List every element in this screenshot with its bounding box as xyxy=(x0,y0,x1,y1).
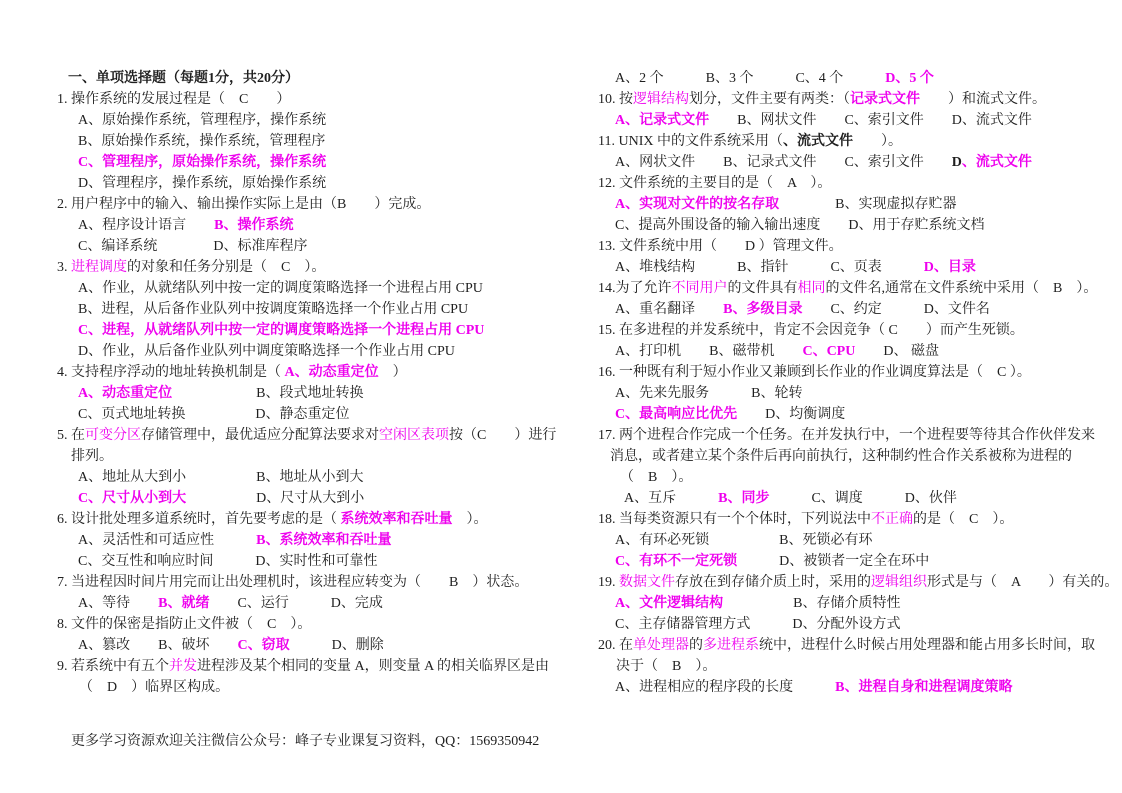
text-run: 11. UNIX 中的文件系统采用（ xyxy=(598,134,783,149)
text-run: C、调度 D、伙伴 xyxy=(769,491,957,506)
text-run: A、互斥 xyxy=(624,491,719,506)
text-run: C、提高外围设备的输入输出速度 D、用于存贮系统文档 xyxy=(615,218,985,233)
text-run: D、删除 xyxy=(289,638,384,653)
text-run: 的 xyxy=(689,638,703,653)
option-line xyxy=(598,551,1122,572)
highlighted-answer: A、实现对文件的按名存取 xyxy=(615,197,780,212)
text-run: A、堆栈结构 B、指针 C、页表 xyxy=(615,260,924,275)
highlighted-answer: 系统效率和吞吐量 xyxy=(340,512,453,527)
text-run: C、运行 D、完成 xyxy=(209,596,383,611)
option-line xyxy=(57,236,597,257)
option-line xyxy=(57,467,597,488)
highlighted-answer: A、文件逻辑结构 xyxy=(615,596,724,611)
option-line xyxy=(598,656,1122,677)
text-run: A、网状文件 B、记录式文件 C、索引文件 xyxy=(615,155,952,170)
highlighted-answer: C、尺寸从小到大 xyxy=(78,491,187,506)
highlighted-answer: A、动态重定位 xyxy=(78,386,173,401)
text-run: 5. 在 xyxy=(57,428,85,443)
left-column xyxy=(57,68,597,698)
highlighted-term: 空闲区表项 xyxy=(379,428,449,443)
text-run: ） xyxy=(378,365,407,380)
question-line xyxy=(57,194,597,215)
text-run: 划分，文件主要有两类：（ xyxy=(689,92,850,107)
text-run: A、作业，从就绪队列中按一定的调度策略选择一个进程占用 CPU xyxy=(78,281,483,296)
option-line xyxy=(598,467,1122,488)
text-run: B、进程，从后备作业队列中按调度策略选择一个作业占用 CPU xyxy=(78,302,469,317)
text-run: 的文件具有 xyxy=(727,281,798,296)
option-line xyxy=(57,446,597,467)
text-run: D、管理程序，操作系统，原始操作系统 xyxy=(78,176,327,191)
option-line xyxy=(598,614,1122,635)
option-line xyxy=(57,551,597,572)
highlighted-answer: C、CPU xyxy=(802,344,856,359)
question-line xyxy=(598,236,1122,257)
text-run: D、被锁者一定全在环中 xyxy=(737,554,930,569)
question-line xyxy=(598,635,1122,656)
option-line xyxy=(57,215,597,236)
option-line xyxy=(598,341,1122,362)
text-run: （ B ）。 xyxy=(620,470,693,485)
option-line xyxy=(598,383,1122,404)
option-line xyxy=(598,68,1122,89)
text-run: ）。 xyxy=(852,134,902,149)
option-line xyxy=(598,488,1122,509)
text-run: A、重名翻译 xyxy=(615,302,724,317)
option-line xyxy=(57,152,597,173)
option-line xyxy=(57,341,597,362)
option-line xyxy=(598,404,1122,425)
text-run: A、进程相应的程序段的长度 xyxy=(615,680,836,695)
right-column xyxy=(598,68,1122,698)
text-run: A、地址从大到小 B、地址从小到大 xyxy=(78,470,364,485)
bold-text: D xyxy=(951,155,962,170)
question-line xyxy=(598,278,1122,299)
text-run: 14.为了允许 xyxy=(598,281,672,296)
text-run: 19. xyxy=(598,575,619,590)
question-line xyxy=(57,425,597,446)
option-line xyxy=(57,131,597,152)
text-run: 3. xyxy=(57,260,71,275)
footer-note xyxy=(57,710,540,749)
text-run: B、原始操作系统，操作系统，管理程序 xyxy=(78,134,326,149)
highlighted-answer: B、系统效率和吞吐量 xyxy=(256,533,392,548)
highlighted-term: 逻辑结构 xyxy=(633,92,689,107)
text-run: 统中，进程什么时候占用处理器和能占用多长时间，取 xyxy=(759,638,1095,653)
question-line xyxy=(57,572,597,593)
option-line xyxy=(57,320,597,341)
highlighted-term: 多进程系 xyxy=(703,638,759,653)
text-run: B、存储介质特性 xyxy=(723,596,901,611)
text-run: A、等待 xyxy=(78,596,159,611)
question-line xyxy=(57,656,597,677)
text-run: 进程涉及某个相同的变量 A，则变量 A 的相关临界区是由 xyxy=(197,659,549,674)
text-run: A、有环必死锁 B、死锁必有环 xyxy=(615,533,873,548)
text-run: A、2 个 B、3 个 C、4 个 xyxy=(615,71,886,86)
text-run: 排列。 xyxy=(71,449,113,464)
text-run: 7. 当进程因时间片用完而让出处理机时，该进程应转变为（ B ）状态。 xyxy=(57,575,529,590)
highlighted-term: 不同用户 xyxy=(671,281,728,296)
text-run: 决于（ B ）。 xyxy=(616,659,717,674)
highlighted-answer: B、多级目录 xyxy=(723,302,803,317)
text-run: 1. 操作系统的发展过程是（ C ） xyxy=(57,92,291,107)
highlighted-answer: B、就绪 xyxy=(158,596,210,611)
bold-text: 、流式文件 xyxy=(782,134,853,149)
text-run: C、约定 D、文件名 xyxy=(802,302,990,317)
highlighted-term: 进程调度 xyxy=(71,260,127,275)
highlighted-answer: C、管理程序，原始操作系统，操作系统 xyxy=(78,155,327,170)
text-run: D、均衡调度 xyxy=(737,407,846,422)
question-line xyxy=(57,68,597,89)
question-line xyxy=(598,173,1122,194)
option-line xyxy=(598,257,1122,278)
text-run: 9. 若系统中有五个 xyxy=(57,659,169,674)
highlighted-answer: B、同步 xyxy=(718,491,770,506)
option-line xyxy=(57,677,597,698)
highlighted-answer: C、最高响应比优先 xyxy=(615,407,738,422)
highlighted-answer: B、操作系统 xyxy=(214,218,294,233)
text-run: A、篡改 B、破坏 xyxy=(78,638,238,653)
highlighted-answer: D、5 个 xyxy=(885,71,934,86)
question-line xyxy=(57,89,597,110)
text-run: 存储管理中，最优适应分配算法要求对 xyxy=(141,428,379,443)
highlighted-answer: 、流式文件 xyxy=(961,155,1032,170)
option-line xyxy=(598,299,1122,320)
text-run: B、段式地址转换 xyxy=(172,386,364,401)
highlighted-answer: B、进程自身和进程调度策略 xyxy=(835,680,1013,695)
highlighted-term: 数据文件 xyxy=(619,575,675,590)
option-line xyxy=(598,110,1122,131)
text-run: B、网状文件 C、索引文件 D、流式文件 xyxy=(709,113,1032,128)
text-run: 4. 支持程序浮动的地址转换机制是（ xyxy=(57,365,285,380)
question-line xyxy=(598,362,1122,383)
option-line xyxy=(598,194,1122,215)
question-line xyxy=(598,425,1122,446)
option-line xyxy=(57,173,597,194)
text-run: A、原始操作系统，管理程序，操作系统 xyxy=(78,113,327,128)
option-line xyxy=(598,446,1122,467)
text-run: 8. 文件的保密是指防止文件被（ C ）。 xyxy=(57,617,312,632)
option-line xyxy=(57,593,597,614)
highlighted-term: 并发 xyxy=(169,659,197,674)
text-run: 按（C ）进行 xyxy=(449,428,557,443)
highlighted-term: 不正确 xyxy=(871,512,913,527)
text-run: A、灵活性和可适应性 xyxy=(78,533,257,548)
text-run: 17. 两个进程合作完成一个任务。在并发执行中，一个进程要等待其合作伙伴发来 xyxy=(598,428,1095,443)
question-line xyxy=(598,131,1122,152)
option-line xyxy=(598,677,1122,698)
highlighted-term: 相同 xyxy=(797,281,826,296)
option-line xyxy=(598,152,1122,173)
highlighted-answer: C、窃取 xyxy=(237,638,290,653)
text-run: C、交互性和响应时间 D、实时性和可靠性 xyxy=(78,554,378,569)
option-line xyxy=(598,530,1122,551)
text-run: （ D ）临界区构成。 xyxy=(79,680,230,695)
bold-text: 一、单项选择题（每题1分，共20分） xyxy=(68,71,299,86)
option-line xyxy=(57,278,597,299)
text-run: 20. 在 xyxy=(598,638,633,653)
text-run: 消息，或者建立某个条件后再向前执行，这种制约性合作关系被称为进程的 xyxy=(610,449,1072,464)
text-run: 的是（ C ）。 xyxy=(913,512,1014,527)
question-line xyxy=(57,509,597,530)
text-run: 10. 按 xyxy=(598,92,633,107)
option-line xyxy=(598,215,1122,236)
text-run: D、作业，从后备作业队列中调度策略选择一个作业占用 CPU xyxy=(78,344,455,359)
question-line xyxy=(57,362,597,383)
text-run: 12. 文件系统的主要目的是（ A ）。 xyxy=(598,176,832,191)
highlighted-answer: D、目录 xyxy=(923,260,976,275)
text-run: 15. 在多进程的并发系统中，肯定不会因竞争（ C ）而产生死锁。 xyxy=(598,323,1024,338)
text-run: ）和流式文件。 xyxy=(920,92,1046,107)
option-line xyxy=(57,299,597,320)
text-run: ）。 xyxy=(452,512,488,527)
text-run: C、编译系统 D、标准库程序 xyxy=(78,239,308,254)
question-line xyxy=(598,320,1122,341)
highlighted-answer: C、进程，从就绪队列中按一定的调度策略选择一个进程占用 CPU xyxy=(78,323,485,338)
question-line xyxy=(57,614,597,635)
highlighted-answer: A、动态重定位 xyxy=(284,365,379,380)
option-line xyxy=(57,404,597,425)
highlighted-answer: 记录式文件 xyxy=(850,92,920,107)
text-run: 18. 当每类资源只有一个个体时，下列说法中 xyxy=(598,512,871,527)
text-run: 形式是与（ A ）有关的。 xyxy=(927,575,1119,590)
option-line xyxy=(57,530,597,551)
option-line xyxy=(57,383,597,404)
option-line xyxy=(57,488,597,509)
question-line xyxy=(57,257,597,278)
text-run: B、实现虚拟存贮器 xyxy=(779,197,957,212)
text-run: D、 磁盘 xyxy=(855,344,939,359)
highlighted-term: 可变分区 xyxy=(85,428,141,443)
highlighted-answer: A、记录式文件 xyxy=(615,113,710,128)
text-run: 的对象和任务分别是（ C ）。 xyxy=(127,260,326,275)
text-run: 6. 设计批处理多道系统时，首先要考虑的是（ xyxy=(57,512,341,527)
text-run: 16. 一种既有利于短小作业又兼顾到长作业的作业调度算法是（ C ）。 xyxy=(598,365,1031,380)
text-run: C、页式地址转换 D、静态重定位 xyxy=(78,407,350,422)
highlighted-answer: C、有环不一定死锁 xyxy=(615,554,738,569)
question-line xyxy=(598,572,1122,593)
text-run: 的文件名,通常在文件系统中采用（ B ）。 xyxy=(825,281,1098,296)
highlighted-term: 逻辑组织 xyxy=(871,575,927,590)
text-run: A、打印机 B、磁带机 xyxy=(615,344,803,359)
text-run: 2. 用户程序中的输入、输出操作实际上是由（B ）完成。 xyxy=(57,197,431,212)
option-line xyxy=(598,593,1122,614)
question-line xyxy=(598,89,1122,110)
text-run: D、尺寸从大到小 xyxy=(186,491,365,506)
text-run: C、主存储器管理方式 D、分配外设方式 xyxy=(615,617,901,632)
highlighted-term: 单处理器 xyxy=(633,638,689,653)
option-line xyxy=(57,110,597,131)
text-run: 13. 文件系统中用（ D ）管理文件。 xyxy=(598,239,843,254)
footer-text: 更多学习资源欢迎关注微信公众号：峰子专业课复习资料，QQ：1569350942 xyxy=(71,734,540,749)
option-line xyxy=(57,635,597,656)
text-run: A、先来先服务 B、轮转 xyxy=(615,386,803,401)
text-run: 存放在到存储介质上时，采用的 xyxy=(675,575,871,590)
text-run: A、程序设计语言 xyxy=(78,218,215,233)
question-line xyxy=(598,509,1122,530)
